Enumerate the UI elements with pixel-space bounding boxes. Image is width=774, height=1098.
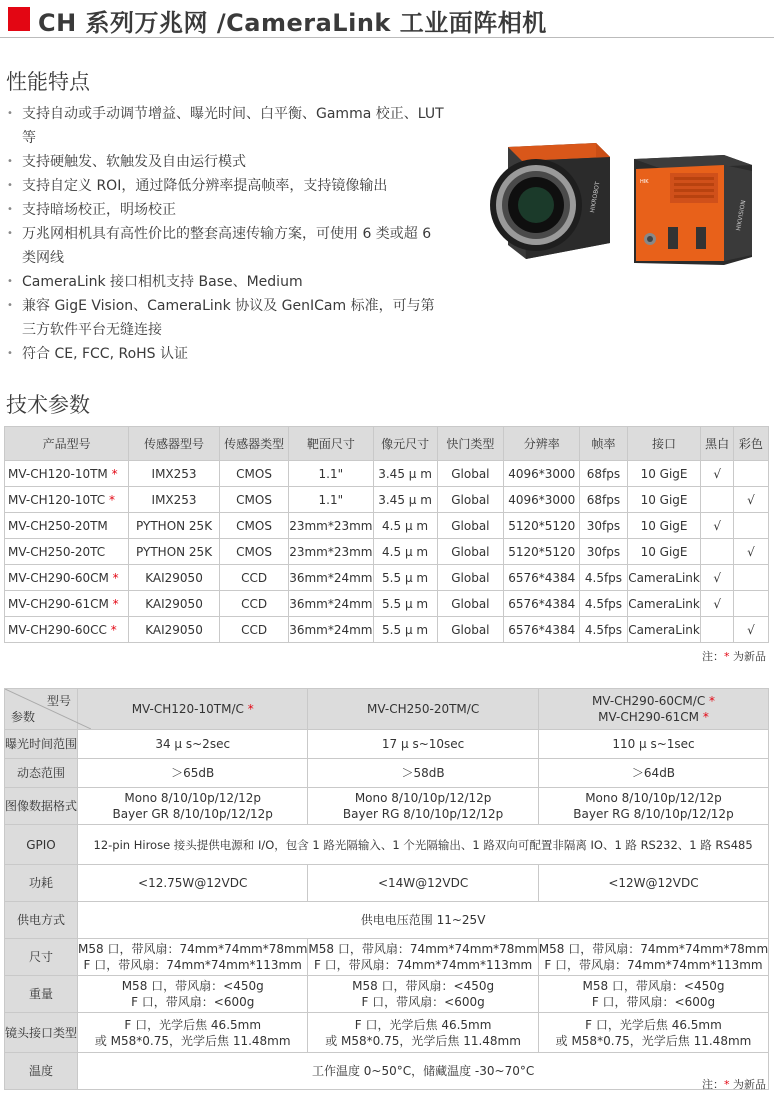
row-label: 曝光时间范围: [5, 730, 78, 759]
fps-cell: 4.5fps: [580, 617, 627, 643]
table-row: [5, 461, 769, 487]
col-header: 像元尺寸: [373, 427, 437, 461]
color-cell: [733, 591, 768, 617]
row-label: 镜头接口类型: [5, 1013, 78, 1053]
lens-mount-row: [5, 1013, 769, 1053]
pixel-size-cell: 4.5 μ m: [373, 513, 437, 539]
sensor-type-cell: CCD: [219, 617, 288, 643]
sensor-cell: KAI29050: [129, 565, 220, 591]
sensor-cell: KAI29050: [129, 591, 220, 617]
col-header: 帧率: [580, 427, 627, 461]
model-cell: MV-CH290-60CC *: [5, 617, 129, 643]
model-col-header: MV-CH120-10TM/C *: [78, 689, 308, 730]
value-cell: <12W@12VDC: [538, 865, 768, 902]
feature-item: • 万兆网相机具有高性价比的整套高速传输方案，可使用 6 类或超 6 类网线: [6, 222, 446, 270]
header-divider: [0, 37, 774, 38]
table-row: [5, 487, 769, 513]
row-label: GPIO: [5, 825, 78, 865]
pixel-size-cell: 3.45 μ m: [373, 487, 437, 513]
color-cell: √: [733, 487, 768, 513]
fps-cell: 30fps: [580, 513, 627, 539]
new-product-note: 注：* 为新品: [702, 1078, 766, 1091]
value-cell: 110 μ s~1sec: [538, 730, 768, 759]
row-label: 重量: [5, 976, 78, 1013]
value-cell: F 口，光学后焦 46.5mm 或 M58*0.75，光学后焦 11.48mm: [308, 1013, 538, 1053]
resolution-cell: 6576*4384: [504, 565, 580, 591]
value-cell: M58 口，带风扇：<450g F 口，带风扇：<600g: [538, 976, 768, 1013]
resolution-cell: 5120*5120: [504, 539, 580, 565]
value-cell: ＞65dB: [78, 759, 308, 788]
resolution-cell: 6576*4384: [504, 617, 580, 643]
feature-item: • 支持自动或手动调节增益、曝光时间、白平衡、Gamma 校正、LUT 等: [6, 102, 446, 150]
value-cell: F 口，光学后焦 46.5mm 或 M58*0.75，光学后焦 11.48mm: [538, 1013, 768, 1053]
camera-back-brand-label: HIKVISION: [735, 199, 748, 232]
dynamic-range-row: [5, 759, 769, 788]
interface-cell: 10 GigE: [627, 539, 701, 565]
value-cell: M58 口，带风扇：<450g F 口，带风扇：<600g: [78, 976, 308, 1013]
row-label: 动态范围: [5, 759, 78, 788]
spec-table: [4, 426, 769, 643]
shutter-cell: Global: [437, 617, 503, 643]
value-cell: M58 口，带风扇：74mm*74mm*78mm F 口，带风扇：74mm*74mm*113mm: [308, 939, 538, 976]
fps-cell: 4.5fps: [580, 565, 627, 591]
header-accent-bar: [8, 7, 30, 31]
value-cell: Mono 8/10/10p/12/12p Bayer RG 8/10/10p/12/12p: [308, 788, 538, 825]
page-header: [0, 0, 774, 38]
power-row: [5, 865, 769, 902]
target-size-cell: 1.1": [289, 487, 373, 513]
model-cell: MV-CH290-61CM *: [5, 591, 129, 617]
interface-cell: CameraLink: [627, 591, 701, 617]
interface-cell: 10 GigE: [627, 513, 701, 539]
pixel-size-cell: 5.5 μ m: [373, 617, 437, 643]
shutter-cell: Global: [437, 591, 503, 617]
fps-cell: 68fps: [580, 461, 627, 487]
value-cell: 17 μ s~10sec: [308, 730, 538, 759]
row-label: 图像数据格式: [5, 788, 78, 825]
sensor-type-cell: CCD: [219, 565, 288, 591]
color-cell: [733, 513, 768, 539]
model-col-header: MV-CH290-60CM/C * MV-CH290-61CM *: [538, 689, 768, 730]
data-format-row: [5, 788, 769, 825]
temperature-row: [5, 1053, 769, 1090]
value-cell: M58 口，带风扇：74mm*74mm*78mm F 口，带风扇：74mm*74mm*113mm: [78, 939, 308, 976]
col-header: 传感器型号: [129, 427, 220, 461]
color-cell: √: [733, 539, 768, 565]
page-title: CH 系列万兆网 /CameraLink 工业面阵相机: [38, 9, 547, 37]
features-list: [6, 102, 446, 366]
weight-row: [5, 976, 769, 1013]
interface-cell: 10 GigE: [627, 461, 701, 487]
resolution-cell: 5120*5120: [504, 513, 580, 539]
target-size-cell: 36mm*24mm: [289, 591, 373, 617]
col-header: 产品型号: [5, 427, 129, 461]
table-row: [5, 617, 769, 643]
row-label: 供电方式: [5, 902, 78, 939]
fps-cell: 30fps: [580, 539, 627, 565]
resolution-cell: 4096*3000: [504, 461, 580, 487]
exposure-row: [5, 730, 769, 759]
pixel-size-cell: 5.5 μ m: [373, 565, 437, 591]
value-cell: F 口，光学后焦 46.5mm 或 M58*0.75，光学后焦 11.48mm: [78, 1013, 308, 1053]
resolution-cell: 4096*3000: [504, 487, 580, 513]
table-row: [5, 565, 769, 591]
row-label: 尺寸: [5, 939, 78, 976]
table-row: [5, 513, 769, 539]
detail-spec-table: [4, 688, 769, 1090]
interface-cell: 10 GigE: [627, 487, 701, 513]
row-label: 温度: [5, 1053, 78, 1090]
feature-item: • 支持暗场校正，明场校正: [6, 198, 446, 222]
target-size-cell: 36mm*24mm: [289, 565, 373, 591]
mono-cell: [701, 617, 733, 643]
color-cell: [733, 565, 768, 591]
col-header: 靶面尺寸: [289, 427, 373, 461]
value-cell: M58 口，带风扇：74mm*74mm*78mm F 口，带风扇：74mm*74mm*113mm: [538, 939, 768, 976]
feature-item: • CameraLink 接口相机支持 Base、Medium: [6, 270, 446, 294]
mono-cell: √: [701, 565, 733, 591]
color-cell: √: [733, 617, 768, 643]
value-cell: M58 口，带风扇：<450g F 口，带风扇：<600g: [308, 976, 538, 1013]
size-row: [5, 939, 769, 976]
feature-item: • 支持硬触发、软触发及自由运行模式: [6, 150, 446, 174]
interface-cell: CameraLink: [627, 617, 701, 643]
model-cell: MV-CH250-20TM: [5, 513, 129, 539]
spec-table-header: [5, 427, 769, 461]
mono-cell: √: [701, 591, 733, 617]
corner-param-label: 参数: [11, 710, 36, 724]
value-cell: 供电电压范围 11~25V: [78, 902, 769, 939]
col-header: 快门类型: [437, 427, 503, 461]
mono-cell: [701, 487, 733, 513]
sensor-type-cell: CCD: [219, 591, 288, 617]
sensor-type-cell: CMOS: [219, 461, 288, 487]
sensor-cell: IMX253: [129, 487, 220, 513]
col-header: 黑白: [701, 427, 733, 461]
col-header: 彩色: [733, 427, 768, 461]
pixel-size-cell: 3.45 μ m: [373, 461, 437, 487]
svg-text:HIK: HIK: [640, 179, 649, 185]
table-row: [5, 591, 769, 617]
sensor-cell: PYTHON 25K: [129, 539, 220, 565]
shutter-cell: Global: [437, 565, 503, 591]
value-cell: Mono 8/10/10p/12/12p Bayer RG 8/10/10p/12/12p: [538, 788, 768, 825]
value-cell: ＞64dB: [538, 759, 768, 788]
pixel-size-cell: 4.5 μ m: [373, 539, 437, 565]
col-header: 分辨率: [504, 427, 580, 461]
col-header: 传感器类型: [219, 427, 288, 461]
target-size-cell: 23mm*23mm: [289, 539, 373, 565]
table-row: [5, 539, 769, 565]
target-size-cell: 1.1": [289, 461, 373, 487]
target-size-cell: 36mm*24mm: [289, 617, 373, 643]
target-size-cell: 23mm*23mm: [289, 513, 373, 539]
sensor-cell: KAI29050: [129, 617, 220, 643]
shutter-cell: Global: [437, 461, 503, 487]
value-cell: 12-pin Hirose 接头提供电源和 I/O，包含 1 路光隔输入、1 个光隔输出、1 路双向可配置非隔离 IO、1 路 RS232、1 路 RS485: [78, 825, 769, 865]
feature-item: • 支持自定义 ROI，通过降低分辨率提高帧率，支持镜像输出: [6, 174, 446, 198]
specs-title: 技术参数: [6, 393, 90, 417]
value-cell: <12.75W@12VDC: [78, 865, 308, 902]
model-cell: MV-CH120-10TC *: [5, 487, 129, 513]
mono-cell: [701, 539, 733, 565]
sensor-type-cell: CMOS: [219, 539, 288, 565]
col-header: 接口: [627, 427, 701, 461]
shutter-cell: Global: [437, 513, 503, 539]
model-cell: MV-CH290-60CM *: [5, 565, 129, 591]
camera-brand-label: HIKROBOT: [589, 181, 602, 214]
sensor-cell: IMX253: [129, 461, 220, 487]
corner-model-label: 型号: [47, 694, 72, 708]
sensor-cell: PYTHON 25K: [129, 513, 220, 539]
value-cell: 34 μ s~2sec: [78, 730, 308, 759]
model-col-header: MV-CH250-20TM/C: [308, 689, 538, 730]
corner-cell: [5, 689, 78, 730]
fps-cell: 4.5fps: [580, 591, 627, 617]
value-cell: Mono 8/10/10p/12/12p Bayer GR 8/10/10p/12/12p: [78, 788, 308, 825]
model-cell: MV-CH120-10TM *: [5, 461, 129, 487]
camera-back-image: [628, 135, 756, 274]
feature-item: • 符合 CE, FCC, RoHS 认证: [6, 342, 446, 366]
value-cell: 工作温度 0~50°C，储藏温度 -30~70°C: [78, 1053, 769, 1090]
resolution-cell: 6576*4384: [504, 591, 580, 617]
row-label: 功耗: [5, 865, 78, 902]
feature-item: • 兼容 GigE Vision、CameraLink 协议及 GenICam 标准，可与第三方软件平台无缝连接: [6, 294, 446, 342]
shutter-cell: Global: [437, 487, 503, 513]
camera-front-image: [478, 135, 613, 269]
mono-cell: √: [701, 513, 733, 539]
sensor-type-cell: CMOS: [219, 487, 288, 513]
pixel-size-cell: 5.5 μ m: [373, 591, 437, 617]
value-cell: <14W@12VDC: [308, 865, 538, 902]
fps-cell: 68fps: [580, 487, 627, 513]
color-cell: [733, 461, 768, 487]
new-product-note: 注：* 为新品: [702, 650, 766, 663]
features-title: 性能特点: [6, 70, 90, 94]
gpio-row: [5, 825, 769, 865]
value-cell: ＞58dB: [308, 759, 538, 788]
model-cell: MV-CH250-20TC: [5, 539, 129, 565]
interface-cell: CameraLink: [627, 565, 701, 591]
mono-cell: √: [701, 461, 733, 487]
shutter-cell: Global: [437, 539, 503, 565]
sensor-type-cell: CMOS: [219, 513, 288, 539]
detail-header-row: [5, 689, 769, 730]
power-supply-row: [5, 902, 769, 939]
